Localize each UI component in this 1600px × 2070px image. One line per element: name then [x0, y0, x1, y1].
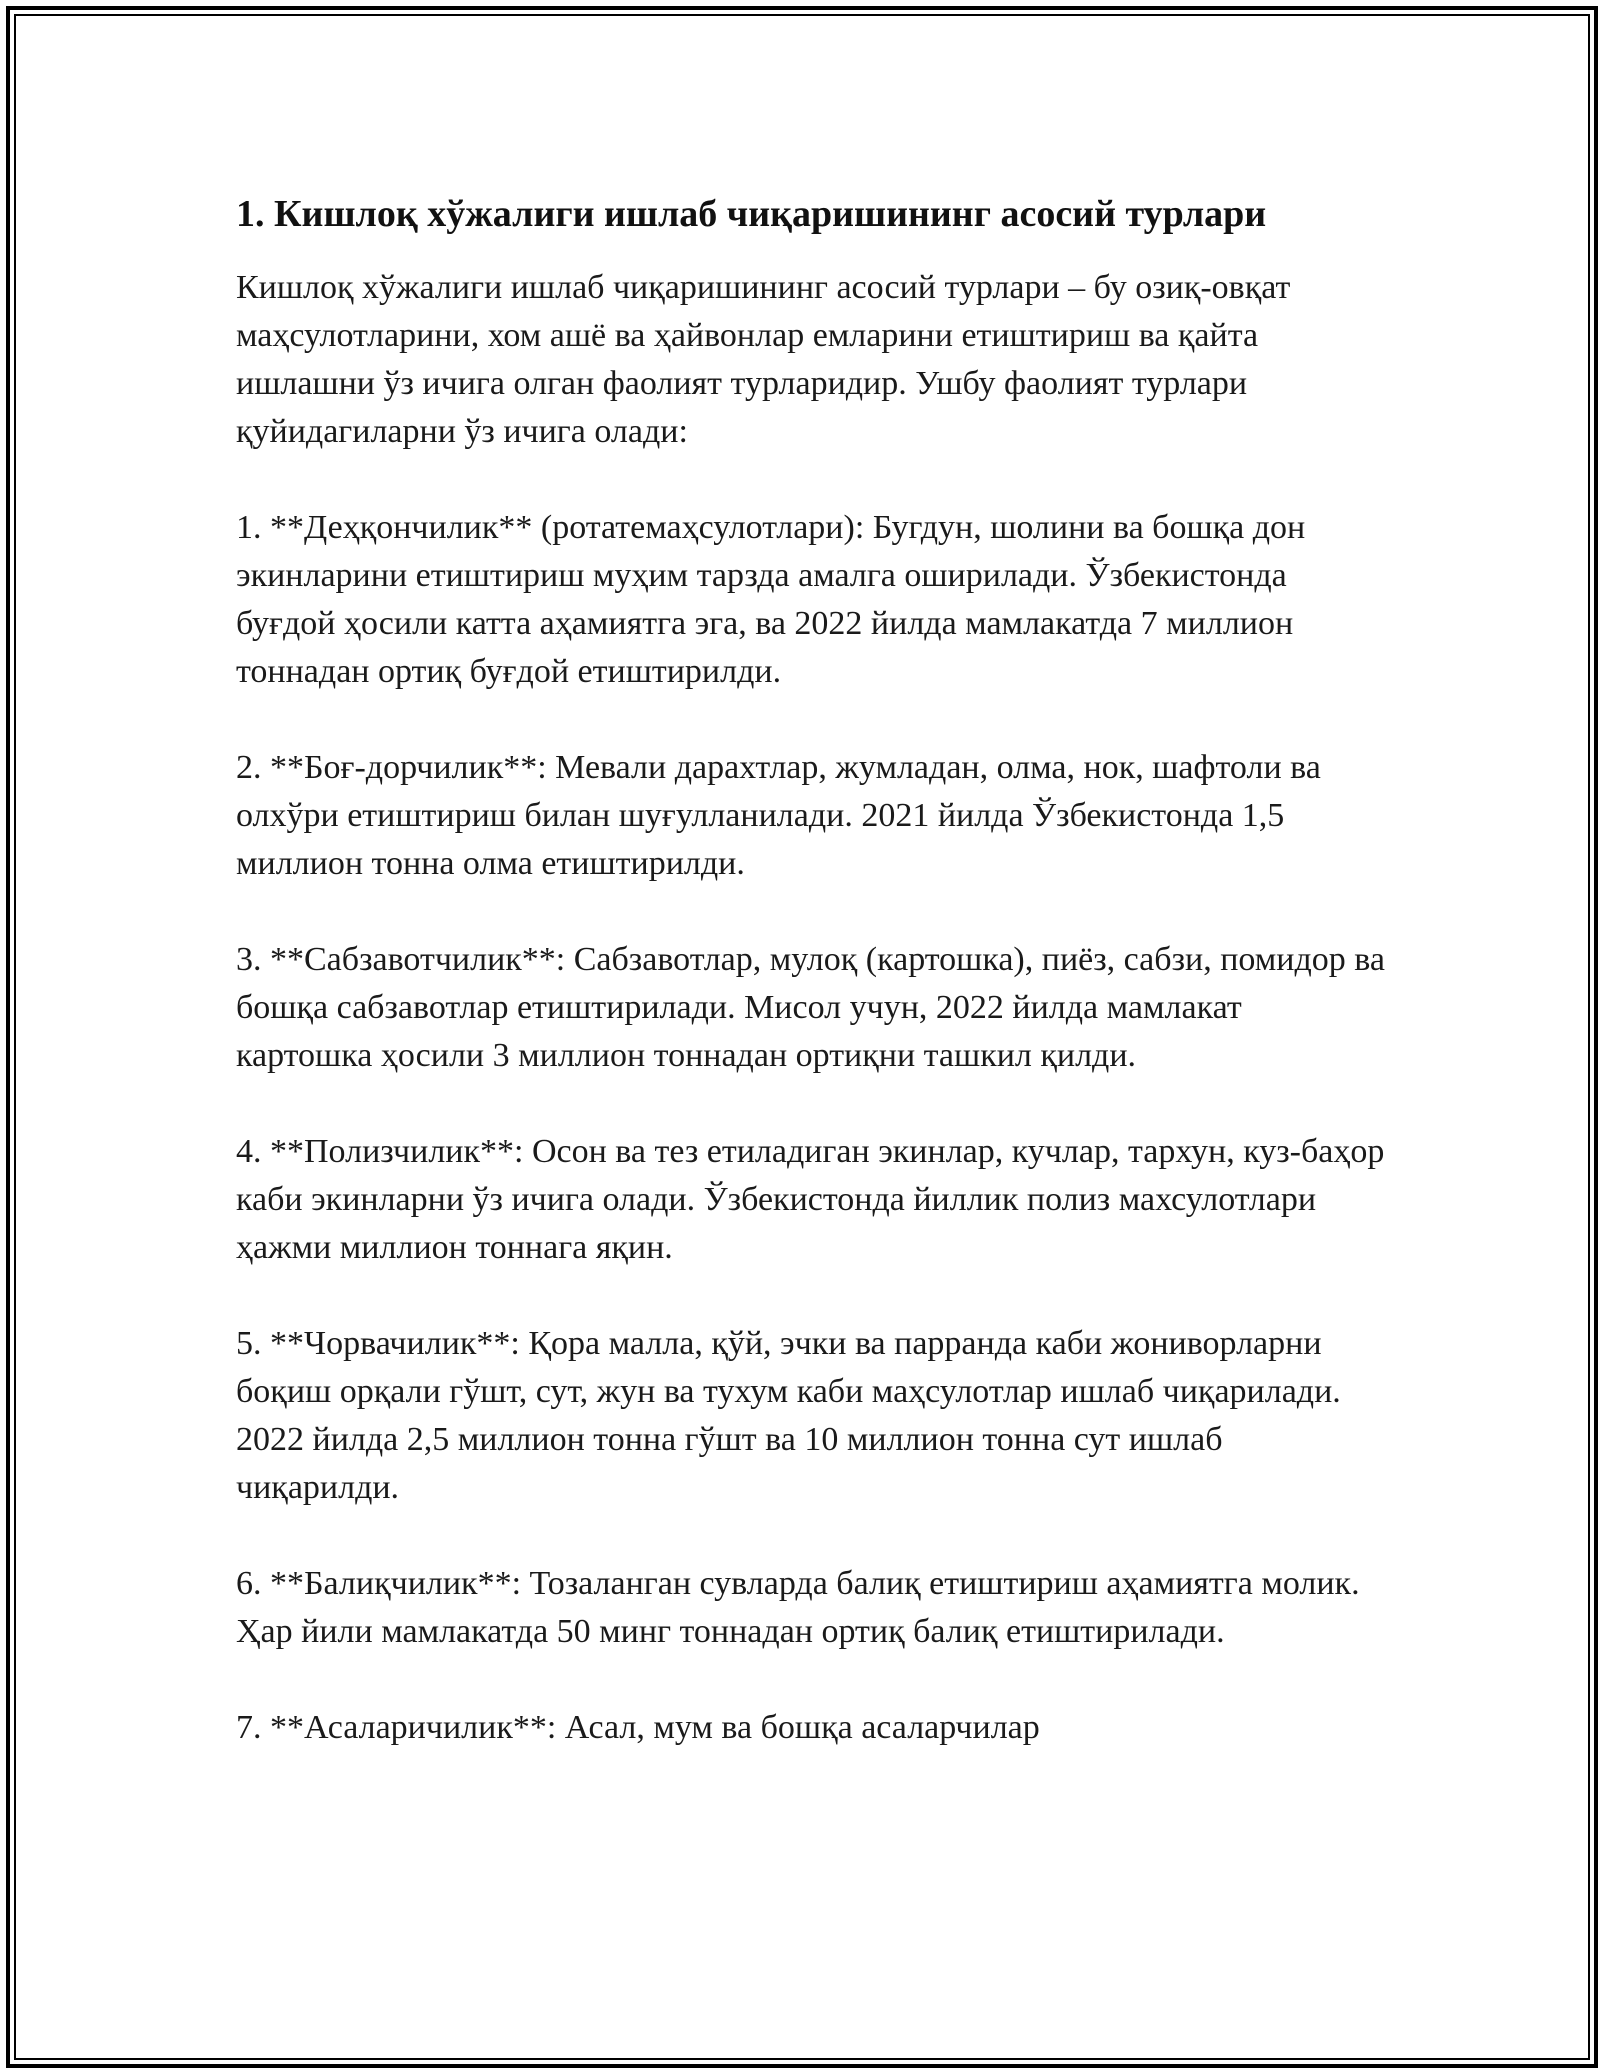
document-body — [236, 186, 1386, 1800]
intro-paragraph: Кишлоқ хўжалиги ишлаб чиқаришининг асосий турлари – бу озиқ-овқат маҳсулотларини, хом ашё ва ҳайвонлар емларини етиштириш ва қайта ишлашни ўз ичига олган фаолият турларидир. Ушбу фаолият турлари қуйидагиларни ўз ичига олади: — [236, 269, 1291, 450]
section-heading: 1. Кишлоқ хўжалиги ишлаб чиқаришининг асосий турлари — [236, 193, 1267, 235]
list-item-farming: 1. **Деҳқончилик** (ротатемаҳсулотлари): Бугдун, шолини ва бошқа дон экинларини етиштириш муҳим тарзда амалга оширилади. Ўзбекистонда буғдой ҳосили катта аҳамиятга эга, ва 2022 йилда мамлакатда 7 миллион тоннадан ортиқ буғдой етиштирилди. — [236, 509, 1306, 690]
list-item-vegetables: 3. **Сабзавотчилик**: Сабзавотлар, мулоқ (картошка), пиёз, сабзи, помидор ва бошқа сабзавотлар етиштирилади. Мисол учун, 2022 йилда мамлакат картошка ҳосили 3 миллион тоннадан ортиқни ташкил қилди. — [236, 941, 1385, 1074]
list-item-livestock: 5. **Чорвачилик**: Қора малла, қўй, эчки ва парранда каби жониворларни боқиш орқали гўшт, сут, жун ва тухум каби маҳсулотлар ишлаб чиқарилади. 2022 йилда 2,5 миллион тонна гўшт ва 10 миллион тонна сут ишлаб чиқарилди. — [236, 1325, 1341, 1506]
list-item-beekeeping: 7. **Асаларичилик**: Асал, мум ва бошқа асаларчилар — [236, 1709, 1040, 1746]
list-item-melons: 4. **Полизчилик**: Осон ва тез етиладиган экинлар, кучлар, тархун, куз-баҳор каби экинларни ўз ичига олади. Ўзбекистонда йиллик полиз махсулотлари ҳажми миллион тоннага яқин. — [236, 1133, 1385, 1266]
list-item-orchards: 2. **Боғ-дорчилик**: Мевали дарахтлар, жумладан, олма, нок, шафтоли ва олхўри етиштириш билан шуғулланилади. 2021 йилда Ўзбекистонда 1,5 миллион тонна олма етиштирилди. — [236, 749, 1321, 882]
list-item-fishery: 6. **Балиқчилик**: Тозаланган сувларда балиқ етиштириш аҳамиятга молик. Ҳар йили мамлакатда 50 минг тоннадан ортиқ балиқ етиштирилади. — [236, 1565, 1360, 1650]
